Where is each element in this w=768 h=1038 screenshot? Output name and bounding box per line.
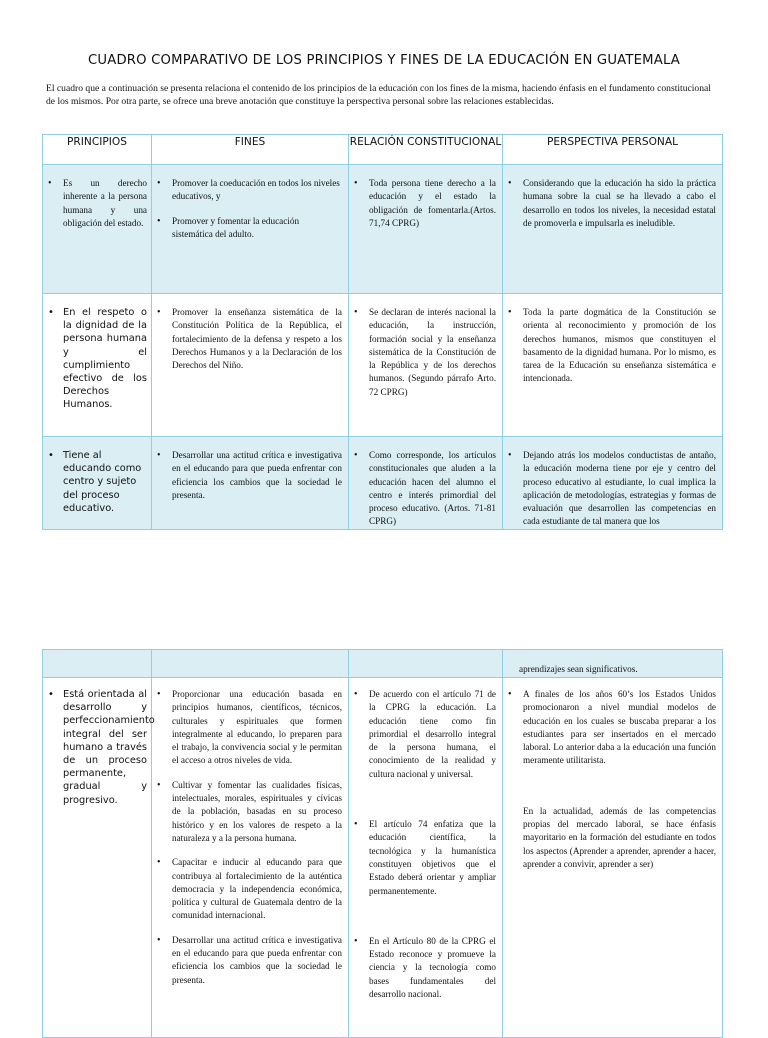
perspectiva-cell [503,165,723,294]
table-header-row [43,135,723,165]
principio-text: • En el respeto o la dignidad de la persona humana y el cumplimiento efectivo de los Derechos Humanos. [63,306,147,412]
document-title: CUADRO COMPARATIVO DE LOS PRINCIPIOS Y FINES DE LA EDUCACIÓN EN GUATEMALA [87,53,681,68]
principio-cell [43,678,155,1038]
fin-item: • Capacitar e inducir al educando para que contribuya al fortalecimiento de la auténtica democracia y la independencia económica, política y cultural de Guatemala dentro de la comunidad internacional. [172,856,342,922]
perspectiva-cell [503,678,723,1038]
table-row [43,437,723,530]
fin-item: • Desarrollar una actitud crítica e investigativa en el educando para que pueda enfrentar con eficiencia los cambios que la sociedad le presenta. [172,449,342,502]
principio-cell [43,437,152,530]
perspectiva-text: • Dejando atrás los modelos conductistas de antaño, la educación moderna tiene por eje y centro del proceso educativo al estudiante, lo cual implica la aplicación de metodologías, estrategias y formas de evaluación que desarrollen las competencias en cada estudiante de tal manera que los [523,449,716,528]
continuation-text: aprendizajes sean significativos. [519,664,638,674]
fines-cell [152,294,349,437]
header-principios: PRINCIPIOS [43,135,152,165]
empty-cell [152,650,349,678]
fin-item: • Promover la enseñanza sistemática de la Constitución Política de la República, el fortalecimiento de la defensa y respeto a los Derechos Humanos y a la Declaración de los Derechos del Niño. [172,306,342,372]
table-row [43,678,723,1038]
header-perspectiva: PERSPECTIVA PERSONAL [503,135,723,165]
perspectiva-cell [503,294,723,437]
fines-cell [152,678,349,1038]
fin-item: • Promover la coeducación en todos los niveles educativos, y [172,177,342,204]
perspectiva-text: • Toda la parte dogmática de la Constitución se orienta al reconocimiento y promoción de los derechos humanos, mismos que constituyen el basamento de la dignidad humana. Por lo mismo, es tarea de la Educación su enseñanza sistemática e intencionada. [523,306,716,386]
intro-paragraph: El cuadro que a continuación se presenta relaciona el contenido de los principios de la educación con los fines de la misma, haciendo énfasis en el fundamento constitucional de los mismos. Por otra parte, se ofrece una breve anotación que constituye la perspectiva personal sobre las relaciones establecidas. [46,83,711,108]
header-relacion: RELACIÓN CONSTITUCIONAL [349,135,503,165]
perspectiva-cell [503,437,723,530]
fin-item: • Desarrollar una actitud crítica e investigativa en el educando para que pueda enfrentar con eficiencia los cambios que la sociedad le presenta. [172,934,342,987]
relacion-text: • Toda persona tiene derecho a la educación y el estado la obligación de fomentarla.(Artos. 71,74 CPRG) [369,177,496,230]
fines-cell [152,165,349,294]
principio-text: • Está orientada al desarrollo y perfeccionamiento integral del ser humano a través de un proceso permanente, gradual y progresivo. [63,688,147,807]
comparison-table [42,134,723,530]
relacion-text: • El artículo 74 enfatiza que la educación científica, la tecnológica y la humanística constituyen objetivos que el Estado deberá orientar y ampliar permanentemente. [369,818,496,898]
table-continuation-row [43,650,723,678]
relacion-cell [349,294,503,437]
comparison-table-continued [42,649,723,1038]
relacion-text: • Como corresponde, los artículos constitucionales que aluden a la educación hacen del alumno el centro e interés primordial del proceso educativo. (Artos. 71-81 CPRG) [369,449,496,529]
fin-item: • Cultivar y fomentar las cualidades físicas, intelectuales, morales, espirituales y cívicas de la población, basadas en su proceso histórico y en los valores de respeto a la naturaleza y a la persona humana. [172,779,342,845]
relacion-cell [349,165,503,294]
relacion-cell [349,437,503,530]
perspectiva-cell [503,650,723,678]
fines-cell [152,437,349,530]
table-row [43,165,723,294]
fin-item: • Proporcionar una educación basada en principios humanos, científicos, técnicos, culturales y espirituales que formen integralmente al educando, lo preparen para el trabajo, la convivencia social y le permitan el acceso a otros niveles de vida. [172,688,342,768]
principio-cell [43,294,152,437]
relacion-cell [349,678,503,1038]
empty-cell [349,650,503,678]
principio-cell [43,165,152,294]
perspectiva-text: • Considerando que la educación ha sido la práctica humana sobre la cual se ha llevado a cabo el desarrollo en todos los niveles, la necesidad estatal de promoverla e impulsarla es ineludible. [523,177,716,230]
principio-text: • Es un derecho inherente a la persona humana y una obligación del estado. [63,177,147,230]
perspectiva-paragraph: En la actualidad, además de las competencias propias del mercado laboral, se hace énfasis mayoritario en la formación del estudiante en todos los aspectos (Aprender a aprender, aprender a hacer, aprender a convivir, aprender a ser) [523,805,716,869]
fin-item: • Promover y fomentar la educación sistemática del adulto. [172,215,342,242]
principio-text: • Tiene al educando como centro y sujeto del proceso educativo. [63,449,145,515]
relacion-text: • En el Artículo 80 de la CPRG el Estado reconoce y promueve la ciencia y la tecnología como bases fundamentales del desarrollo nacional. [369,935,496,1001]
header-fines: FINES [152,135,349,165]
relacion-text: • Se declaran de interés nacional la educación, la instrucción, formación social y la enseñanza sistemática de la Constitución de la República y de los derechos humanos. (Segundo párrafo Arto. 72 CPRG) [369,306,496,399]
relacion-text: • De acuerdo con el artículo 71 de la CPRG la educación. La educación tiene como fin primordial el desarrollo integral de la persona humana, el conocimiento de la realidad y cultura nacional y universal. [369,688,496,781]
perspectiva-text: • A finales de los años 60’s los Estados Unidos promocionaron a nivel mundial modelos de educación en los cuales se buscaba preparar a los estudiantes para ser insertados en el mercado laboral. Lo anterior daba a la educación una función meramente utilitarista. [523,688,716,768]
empty-cell [43,650,152,678]
table-row [43,294,723,437]
